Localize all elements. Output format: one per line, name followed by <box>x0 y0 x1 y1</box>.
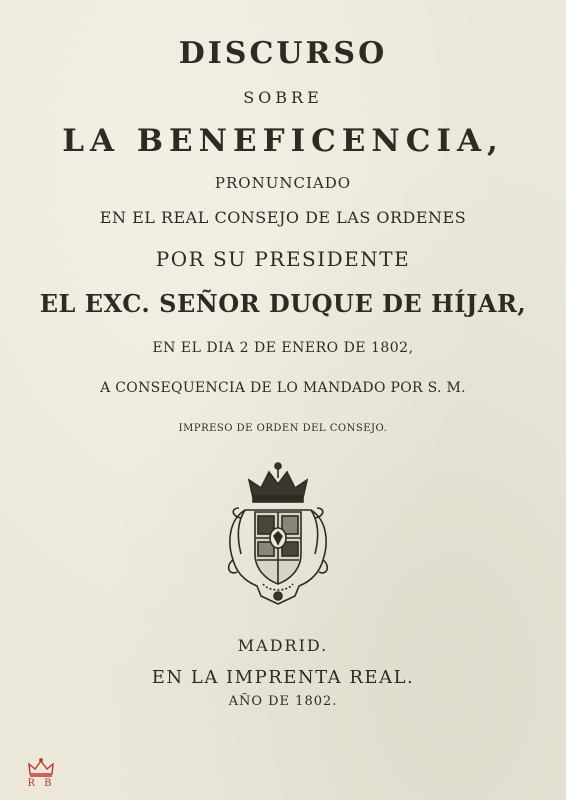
mandate-line: A CONSEQUENCIA DE LO MANDADO POR S. M. <box>100 380 466 396</box>
title-connector: SOBRE <box>243 88 323 107</box>
book-subject: LA BENEFICENCIA, <box>62 123 504 159</box>
library-stamp <box>24 758 58 794</box>
stamp-letters: R B <box>27 778 55 789</box>
date-line: EN EL DIA 2 DE ENERO DE 1802, <box>152 340 414 356</box>
imprint-city: MADRID. <box>237 636 329 655</box>
author-line: EL EXC. SEÑOR DUQUE DE HÍJAR, <box>39 289 527 318</box>
pronounced-line: PRONUNCIADO <box>214 174 352 192</box>
imprint-printer: EN LA IMPRENTA REAL. <box>151 667 415 688</box>
council-line: EN EL REAL CONSEJO DE LAS ORDENES <box>99 208 467 227</box>
printing-order-line: IMPRESO DE ORDEN DEL CONSEJO. <box>178 423 388 434</box>
crown-icon <box>26 758 56 778</box>
imprint-year: AÑO DE 1802. <box>228 694 338 709</box>
president-line: POR SU PRESIDENTE <box>155 247 411 271</box>
royal-coat-of-arms-icon <box>223 458 333 606</box>
book-title: DISCURSO <box>178 36 388 71</box>
